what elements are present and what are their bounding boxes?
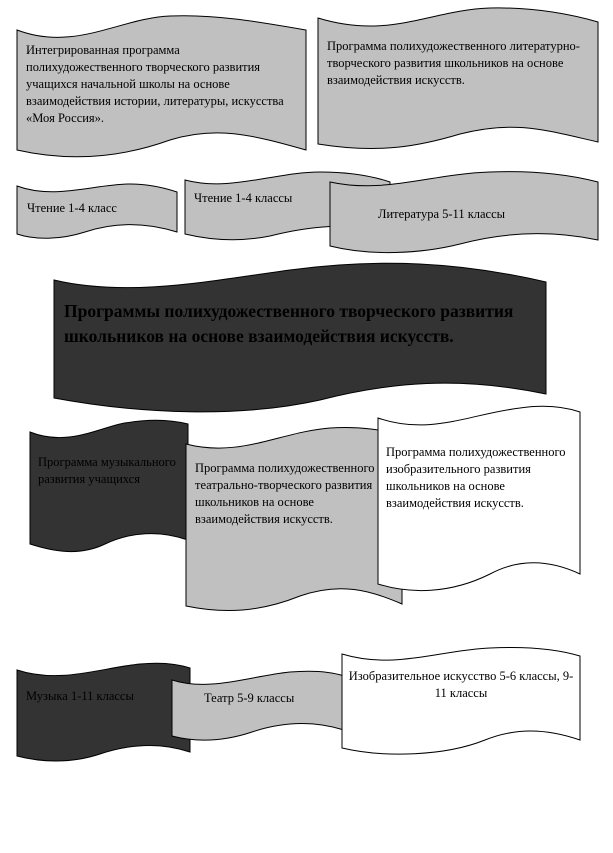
text-visual-art: Изобразительное искусство 5-6 классы, 9-11 классы [348,669,574,700]
text-theatre-5-9: Театр 5-9 классы [204,691,295,705]
main-title: Программы полихудожественного творческого развития школьников на основе взаимодействия искусств. [64,301,514,346]
text-visual-program: Программа полихудожественного изобразительного развития школьников на основе взаимодействия искусств. [386,445,566,510]
text-literature-5-11: Литература 5-11 классы [378,207,506,221]
text-music-program: Программа музыкального развития учащихся [38,455,176,486]
text-music-1-11: Музыка 1-11 классы [26,689,134,703]
banner-music-1-11 [17,663,190,761]
text-integrated-program: Интегрированная программа полихудожественного творческого развития учащихся начальной школы на основе взаимодействия истории, литературы, искусства «Моя Россия». [26,43,284,125]
text-theatre-program: Программа полихудожественного театрально-творческого развития школьников на основе взаимодействия искусств. [195,461,375,526]
text-literary-program: Программа полихудожественного литературно-творческого развития школьников на основе взаимодействия искусств. [327,39,580,87]
text-reading-1-4-b: Чтение 1-4 классы [194,191,293,205]
text-reading-1-4-a: Чтение 1-4 класс [27,201,117,215]
